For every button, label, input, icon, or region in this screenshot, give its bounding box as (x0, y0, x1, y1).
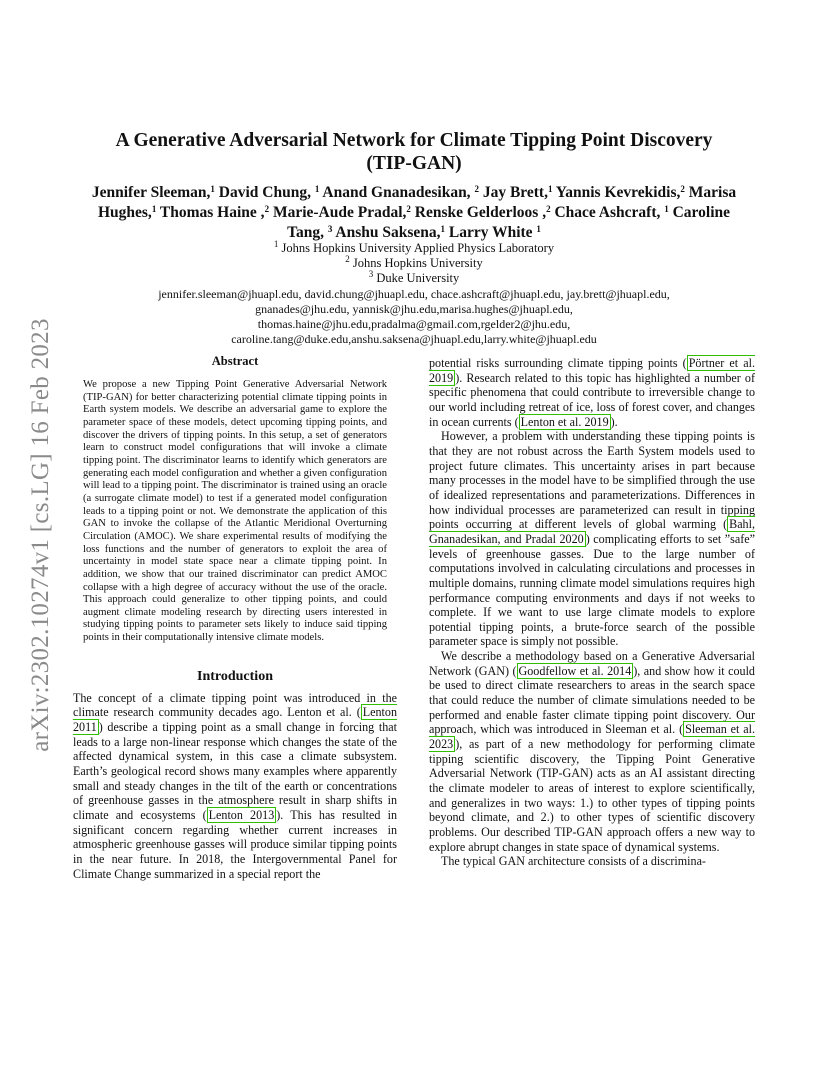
author-name: Renske Gelderloos , (410, 204, 547, 221)
author-name: Chace Ashcraft, (550, 204, 665, 221)
title-line-2: (TIP-GAN) (366, 153, 462, 174)
citation-link[interactable]: Lenton et al. 2019 (520, 414, 609, 429)
introduction-paragraph (73, 691, 397, 882)
author-affiliation-marker: 1 (210, 184, 215, 194)
author-name: Larry White (445, 224, 537, 241)
paragraph-text: ) describe a tipping point as a small change in forcing that leads to a large non-linear response which changes the state of the affected dynamical system, in this case a climate subsystem. Earth’s geological record shows many examples where apparently small and steady changes in the tilt of the earth or concentrations of greenhouse gasses in the atmosphere result in sharp shifts in climate and ecosystems ( (73, 720, 397, 823)
author-name: Caroline Tang, (287, 204, 731, 241)
citation-link[interactable]: Goodfellow et al. 2014 (518, 663, 632, 678)
introduction-heading: Introduction (197, 668, 273, 684)
arxiv-identifier-text: arXiv:2302.10274v1 [cs.LG] 16 Feb 2023 (27, 318, 55, 752)
author-affiliation-marker: 2 (546, 204, 551, 214)
author-affiliation-marker: 2 (474, 184, 479, 194)
left-column (73, 354, 397, 881)
affiliation-name: Duke University (373, 271, 460, 285)
citation-link[interactable]: Lenton 2013 (208, 808, 275, 823)
author-affiliation-marker: 1 (314, 184, 320, 194)
body-paragraph (429, 649, 755, 854)
citation-link[interactable]: Bahl, Gnanadesikan, and Pradal 2020 (429, 517, 755, 546)
email-line: gnanades@jhu.edu, yannisk@jhu.edu,marisa.hughes@jhuapl.edu, (255, 302, 573, 316)
body-paragraph: The typical GAN architecture consists of a discrimina- (441, 854, 706, 869)
author-affiliation-marker: 2 (264, 204, 270, 214)
paragraph-text: However, a problem with understanding these tipping points is that they are not robust across the Earth System models used to project future climates. This uncertainty arises in part because many processes in the model have to be simplified through the use of idealized representations and parameterizations. Differences in how individual processes are parameterized can result in tipping points occurring at different levels of global warming ( (429, 429, 755, 532)
email-list (100, 287, 728, 347)
abstract-text: We propose a new Tipping Point Generative Adversarial Network (TIP-GAN) for better characterizing potential climate tipping points in Earth system models. We describe an adversarial game to explore the parameter space of these models, detect upcoming tipping points, and discover the drivers of tipping points. In this setup, a set of generators learn to construct model configurations that will invoke a climate tipping point. The discriminator learns to identify which generators are generating each model configuration and whether a given configuration will lead to a tipping point. The discriminator is trained using an oracle (a surrogate climate model) to test if a generated model configuration leads to a tipping point or not. We demonstrate the application of this GAN to invoke the collapse of the Atlantic Meridional Overturning Circulation (AMOC). We share experimental results of modifying the loss functions and the number of generators to exploit the area of uncertainty in model state space near a climate tipping point. In addition, we show that our trained discriminator can predict AMOC collapse with a high degree of accuracy without the use of the oracle. This approach could generalize to other tipping points, and could augment climate modeling research by directing users interested in studying tipping points to parameter sets likely to induce said tipping points in their computationally intensive climate models. (83, 379, 387, 644)
author-name: Marisa Hughes, (97, 184, 737, 221)
abstract-heading: Abstract (211, 354, 259, 368)
author-name: Thomas Haine , (156, 204, 265, 221)
paragraph-text: ). Research related to this topic has highlighted a number of specific phenomena that could contribute to irreversible change to our world including retreat of ice, loss of forest cover, and changes in ocean currents ( (429, 370, 755, 429)
title-line-1: A Generative Adversarial Network for Climate Tipping Point Discovery (115, 130, 713, 151)
author-affiliation-marker: 2 (406, 204, 411, 214)
author-name: Jay Brett, (478, 184, 548, 201)
affiliation-name: Johns Hopkins University Applied Physics Laboratory (278, 241, 555, 255)
author-name: Anshu Saksena, (332, 224, 441, 241)
affiliation-list (120, 241, 708, 286)
paragraph-text: The concept of a climate tipping point was introduced in the climate research community decades ago. Lenton et al. ( (73, 690, 397, 720)
affiliation-name: Johns Hopkins University (349, 256, 483, 270)
email-line: caroline.tang@duke.edu,anshu.saksena@jhuapl.edu,larry.white@jhuapl.edu (231, 332, 597, 346)
paragraph-text: potential risks surrounding climate tipping points ( (429, 356, 687, 370)
paragraph-text: ) complicating efforts to set ”safe” levels of greenhouse gasses. Due to the large number of computations involved in calculating circulations and processes in multiple domains, running climate model simulations requires high performance computing environments and days if not weeks to complete. If we want to use large climate models to explore potential tipping points, a brute-force search of the possible parameter space is simply not possible. (429, 531, 755, 649)
author-name: Jennifer Sleeman, (91, 184, 211, 201)
citation-link[interactable]: Sleeman et al. 2023 (429, 722, 755, 752)
arxiv-identifier-stamp (24, 300, 58, 770)
author-affiliation-marker: 3 (327, 224, 333, 234)
affiliation-marker: 3 (368, 269, 374, 279)
email-line: jennifer.sleeman@jhuapl.edu, david.chung@jhuapl.edu, chace.ashcraft@jhuapl.edu, jay.brett@jhuapl.edu, (158, 287, 670, 301)
affiliation-line (120, 241, 708, 256)
paragraph-text: ). (610, 414, 618, 429)
author-name: Anand Gnanadesikan, (319, 184, 475, 201)
right-column (429, 356, 755, 869)
paragraph-text: ). This has resulted in significant concern regarding whether current increases in atmospheric greenhouse gasses will produce similar tipping points in the near future. In 2018, the Intergovernmental Panel for Climate Change summarized in a special report the (73, 808, 398, 881)
author-name: Marie-Aude Pradal, (269, 204, 407, 221)
author-list (78, 183, 750, 243)
affiliation-marker: 2 (345, 254, 350, 264)
citation-link[interactable]: Lenton 2011 (73, 705, 397, 735)
author-affiliation-marker: 2 (680, 184, 685, 194)
paper-title (100, 129, 728, 175)
affiliation-line (120, 256, 708, 271)
paragraph-text: ), and show how it could be used to direct climate researchers to areas in the search space that could reduce the number of climate simulations needed to be performed and enable faster climate tipping point discovery. Our approach, which was introduced in Sleeman et al. ( (429, 663, 755, 737)
author-name: David Chung, (214, 184, 315, 201)
author-affiliation-marker: 1 (440, 224, 445, 234)
email-line: thomas.haine@jhu.edu,pradalma@gmail.com,rgelder2@jhu.edu, (257, 317, 571, 331)
affiliation-marker: 1 (273, 239, 279, 249)
body-paragraph (429, 429, 755, 649)
paragraph-text: ), as part of a new methodology for performing climate tipping scientific discovery, the Tipping Point Generative Adversarial Network (TIP-GAN) acts as an AI assistant directing the climate modeler to areas of interest to explore scientifically, and generalizes in two ways: 1.) to other types of tipping points beyond climate, and 2.) to other types of scientific discovery problems. Our described TIP-GAN approach offers a new way to explore abrupt changes in state space of dynamical systems. (429, 737, 755, 854)
author-affiliation-marker: 1 (664, 204, 669, 214)
paragraph-text: We describe a methodology based on a Generative Adversarial Network (GAN) ( (429, 649, 755, 678)
author-affiliation-marker: 1 (547, 184, 553, 194)
citation-link[interactable]: Pörtner et al. 2019 (429, 356, 755, 385)
author-name: Yannis Kevrekidis, (552, 184, 681, 201)
affiliation-line (120, 271, 708, 286)
body-paragraph (429, 356, 755, 429)
author-affiliation-marker: 1 (151, 204, 157, 214)
author-affiliation-marker: 1 (536, 224, 541, 234)
